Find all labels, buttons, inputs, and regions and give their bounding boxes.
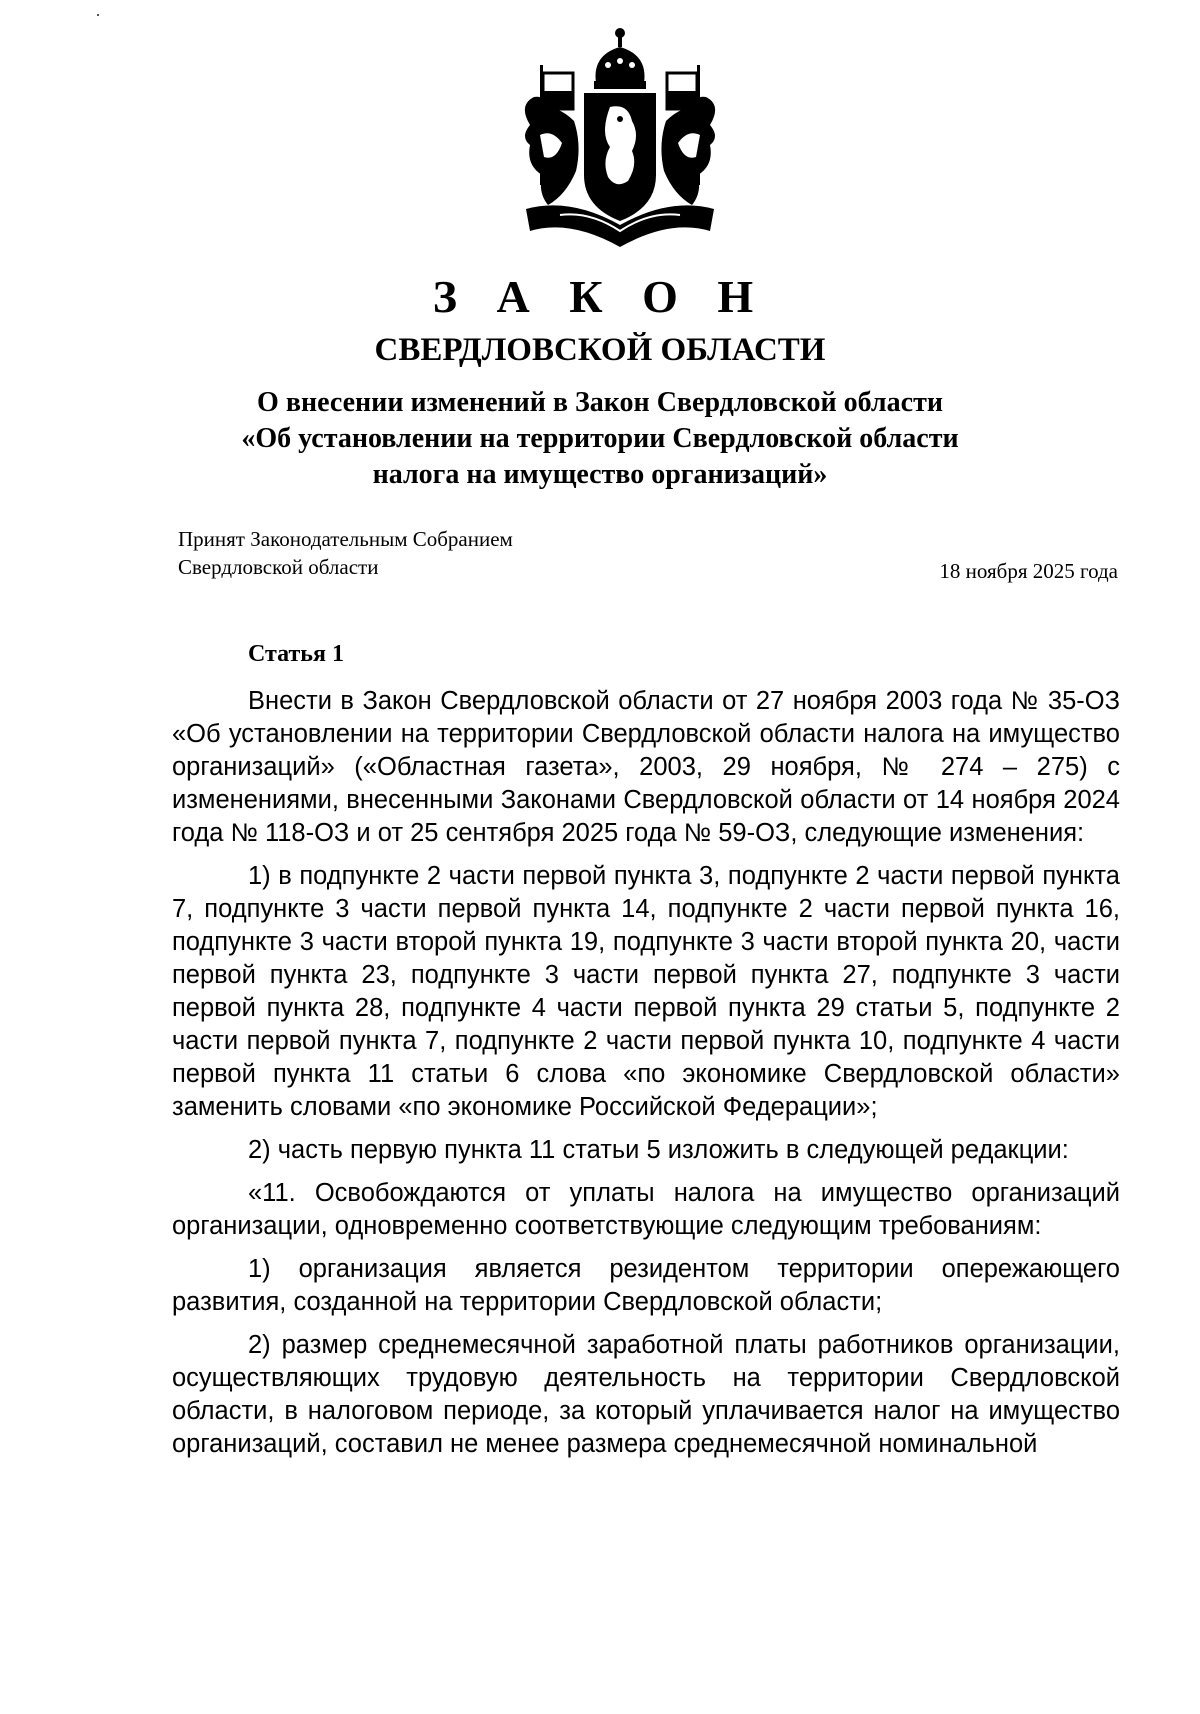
- paragraph: 1) в подпункте 2 части первой пункта 3, подпункте 2 части первой пункта 7, подпункте 3 части первой пункта 14, подпункте 2 части первой пункта 16, подпункте 3 части второй пункта 19, подпункте 3 части второй пункта 20, части первой пункта 23, подпункте 3 части первой пункта 27, подпункте 3 части первой пункта 28, подпункте 4 части первой пункта 29 статьи 5, подпункте 2 части первой пункта 7, подпункте 2 части первой пункта 10, подпункте 4 части первой пункта 11 статьи 6 слова «по экономике Свердловской области» заменить словами «по экономике Российской Федерации»;: [172, 862, 1120, 1121]
- adoption-line-2: Свердловской области: [178, 555, 379, 579]
- adoption-date: 18 ноября 2025 года: [939, 559, 1118, 583]
- law-name-line: налога на имущество организаций»: [372, 459, 828, 490]
- paragraph: 2) размер среднемесячной заработной платы работников организации, осуществляющих трудовую деятельность на территории Свердловской области, в налоговом периоде, за который уплачивается налог на имущество организаций, составил не менее размера среднемесячной номинальной: [172, 1331, 1120, 1458]
- adoption-line-1: Принят Законодательным Собранием: [178, 527, 513, 551]
- paragraph: 1) организация является резидентом территории опережающего развития, созданной на территории Свердловской области;: [172, 1255, 1120, 1316]
- law-name-line: О внесении изменений в Закон Свердловской области: [257, 387, 943, 418]
- article-body: [172, 638, 1120, 1461]
- coat-of-arms-emblem: [500, 25, 740, 255]
- paragraph: Внести в Закон Свердловской области от 27 ноября 2003 года № 35-ОЗ «Об установлении на территории Свердловской области налога на имущество организаций» («Областная газета», 2003, 29 ноября, № 274 – 275) с изменениями, внесенными Законами Свердловской области от 14 ноября 2024 года № 118-ОЗ и от 25 сентября 2025 года № 59-ОЗ, следующие изменения:: [172, 687, 1120, 847]
- law-subtitle: СВЕРДЛОВСКОЙ ОБЛАСТИ: [374, 332, 826, 368]
- law-name-line: «Об установлении на территории Свердловской области: [241, 423, 959, 454]
- scan-speck: [97, 14, 99, 16]
- law-name: [0, 385, 1200, 493]
- article-heading: Статья 1: [248, 641, 344, 667]
- paragraph: 2) часть первую пункта 11 статьи 5 изложить в следующей редакции:: [248, 1136, 1069, 1164]
- law-title: З А К О Н: [432, 271, 768, 322]
- paragraph: «11. Освобождаются от уплаты налога на имущество организаций организации, одновременно соответствующие следующим требованиям:: [172, 1179, 1120, 1240]
